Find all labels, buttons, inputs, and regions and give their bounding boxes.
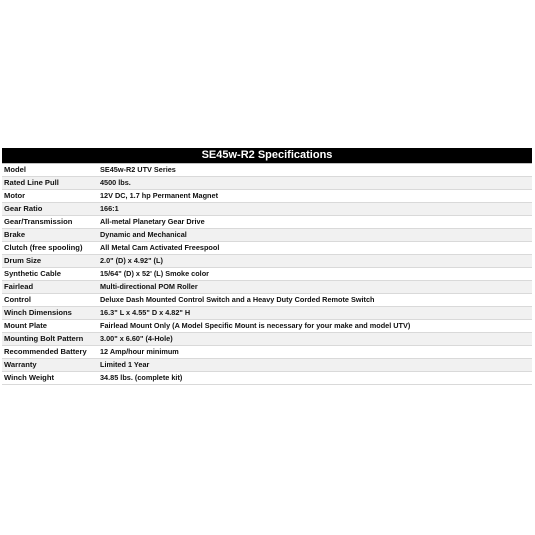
spec-row	[2, 203, 532, 216]
spec-row	[2, 294, 532, 307]
spec-label: Gear/Transmission	[2, 216, 98, 229]
spec-value: Deluxe Dash Mounted Control Switch and a Heavy Duty Corded Remote Switch	[98, 294, 532, 307]
spec-value: 15/64" (D) x 52' (L) Smoke color	[98, 268, 532, 281]
spec-row	[2, 229, 532, 242]
spec-label: Model	[2, 164, 98, 177]
spec-value: 34.85 lbs. (complete kit)	[98, 372, 532, 385]
spec-label: Fairlead	[2, 281, 98, 294]
spec-label: Clutch (free spooling)	[2, 242, 98, 255]
spec-row	[2, 281, 532, 294]
spec-value: Multi-directional POM Roller	[98, 281, 532, 294]
spec-label: Control	[2, 294, 98, 307]
spec-label: Drum Size	[2, 255, 98, 268]
spec-value: Fairlead Mount Only (A Model Specific Mount is necessary for your make and model UTV)	[98, 320, 532, 333]
spec-value: 4500 lbs.	[98, 177, 532, 190]
spec-value: 16.3" L x 4.55" D x 4.82" H	[98, 307, 532, 320]
spec-table	[2, 164, 532, 385]
spec-label: Gear Ratio	[2, 203, 98, 216]
spec-value: 12 Amp/hour minimum	[98, 346, 532, 359]
spec-row	[2, 216, 532, 229]
spec-value: 12V DC, 1.7 hp Permanent Magnet	[98, 190, 532, 203]
spec-row	[2, 268, 532, 281]
spec-row	[2, 320, 532, 333]
spec-label: Synthetic Cable	[2, 268, 98, 281]
spec-row	[2, 333, 532, 346]
spec-label: Rated Line Pull	[2, 177, 98, 190]
spec-label: Winch Weight	[2, 372, 98, 385]
spec-table-body	[2, 164, 532, 385]
spec-value: 166:1	[98, 203, 532, 216]
spec-row	[2, 307, 532, 320]
spec-row	[2, 359, 532, 372]
spec-label: Mount Plate	[2, 320, 98, 333]
spec-row	[2, 372, 532, 385]
spec-label: Motor	[2, 190, 98, 203]
spec-row	[2, 346, 532, 359]
spec-value: Dynamic and Mechanical	[98, 229, 532, 242]
spec-row	[2, 164, 532, 177]
spec-row	[2, 177, 532, 190]
spec-label: Mounting Bolt Pattern	[2, 333, 98, 346]
spec-label: Winch Dimensions	[2, 307, 98, 320]
spec-label: Recommended Battery	[2, 346, 98, 359]
spec-value: Limited 1 Year	[98, 359, 532, 372]
spec-value: All-metal Planetary Gear Drive	[98, 216, 532, 229]
spec-label: Brake	[2, 229, 98, 242]
spec-row	[2, 190, 532, 203]
spec-row	[2, 255, 532, 268]
spec-table-title: SE45w-R2 Specifications	[2, 148, 532, 164]
spec-row	[2, 242, 532, 255]
spec-value: 2.0" (D) x 4.92" (L)	[98, 255, 532, 268]
spec-label: Warranty	[2, 359, 98, 372]
spec-value: All Metal Cam Activated Freespool	[98, 242, 532, 255]
spec-value: SE45w-R2 UTV Series	[98, 164, 532, 177]
spec-table-container	[2, 148, 532, 385]
spec-value: 3.00" x 6.60" (4-Hole)	[98, 333, 532, 346]
